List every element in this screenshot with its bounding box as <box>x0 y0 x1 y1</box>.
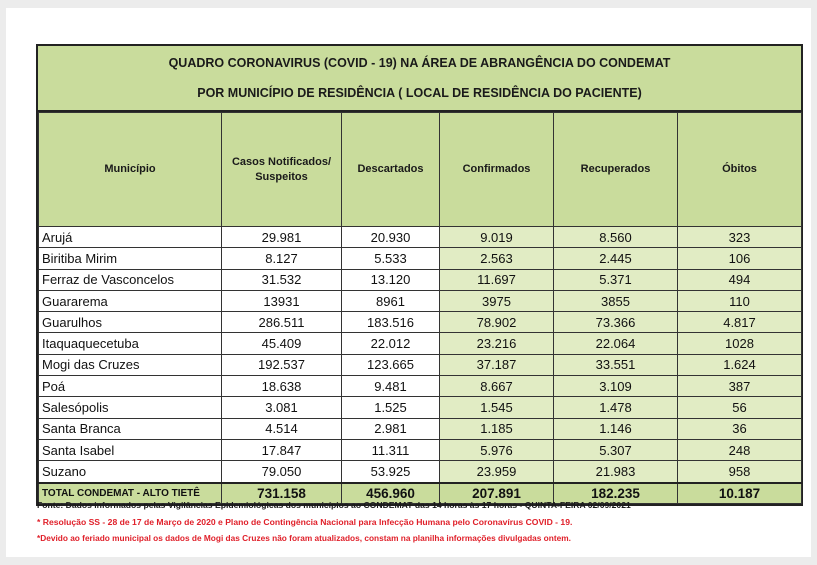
cell-descartados: 53.925 <box>342 461 440 483</box>
table-row <box>39 376 802 397</box>
document-sheet <box>6 8 811 557</box>
cell-obitos: 248 <box>678 439 802 460</box>
cell-municipio: Salesópolis <box>39 397 222 418</box>
total-obitos: 10.187 <box>678 483 802 504</box>
cell-descartados: 8961 <box>342 290 440 311</box>
title-line-1: QUADRO CORONAVIRUS (COVID - 19) NA ÁREA DE ABRANGÊNCIA DO CONDEMAT <box>168 56 671 70</box>
cell-obitos: 106 <box>678 248 802 269</box>
cell-confirmados: 2.563 <box>440 248 554 269</box>
cell-casos: 31.532 <box>222 269 342 290</box>
cell-casos: 17.847 <box>222 439 342 460</box>
covid-table-box <box>36 44 803 506</box>
table-row <box>39 354 802 375</box>
cell-obitos: 1.624 <box>678 354 802 375</box>
cell-confirmados: 1.545 <box>440 397 554 418</box>
cell-confirmados: 37.187 <box>440 354 554 375</box>
cell-obitos: 1028 <box>678 333 802 354</box>
cell-casos: 192.537 <box>222 354 342 375</box>
table-row <box>39 418 802 439</box>
cell-obitos: 4.817 <box>678 312 802 333</box>
table-row <box>39 439 802 460</box>
total-recuperados: 182.235 <box>554 483 678 504</box>
cell-municipio: Mogi das Cruzes <box>39 354 222 375</box>
cell-descartados: 20.930 <box>342 227 440 248</box>
table-row <box>39 290 802 311</box>
cell-recuperados: 8.560 <box>554 227 678 248</box>
cell-descartados: 1.525 <box>342 397 440 418</box>
total-casos: 731.158 <box>222 483 342 504</box>
table-title <box>38 46 801 112</box>
cell-descartados: 2.981 <box>342 418 440 439</box>
table-row <box>39 227 802 248</box>
source-note: Fonte: Dados informados pelas Vigilâncias Epidemiológicas dos municípios ao CONDEMAT das 14 horas às 17 horas - QUINTA-FEIRA 02/09/2021 <box>37 500 631 510</box>
cell-casos: 13931 <box>222 290 342 311</box>
table-row <box>39 248 802 269</box>
cell-obitos: 323 <box>678 227 802 248</box>
col-header-casos: Casos Notificados/ Suspeitos <box>222 113 342 227</box>
col-header-confirmados: Confirmados <box>440 113 554 227</box>
footnotes <box>37 497 807 547</box>
cell-descartados: 11.311 <box>342 439 440 460</box>
cell-descartados: 5.533 <box>342 248 440 269</box>
total-confirmados: 207.891 <box>440 483 554 504</box>
cell-obitos: 958 <box>678 461 802 483</box>
total-descartados: 456.960 <box>342 483 440 504</box>
cell-recuperados: 5.307 <box>554 439 678 460</box>
title-line-2: POR MUNICÍPIO DE RESIDÊNCIA ( LOCAL DE RESIDÊNCIA DO PACIENTE) <box>197 86 642 100</box>
col-header-municipio: Município <box>39 113 222 227</box>
header-row <box>39 113 802 227</box>
cell-casos: 45.409 <box>222 333 342 354</box>
table-row <box>39 397 802 418</box>
cell-recuperados: 3855 <box>554 290 678 311</box>
cell-confirmados: 8.667 <box>440 376 554 397</box>
cell-municipio: Ferraz de Vasconcelos <box>39 269 222 290</box>
cell-municipio: Guarulhos <box>39 312 222 333</box>
table-row <box>39 461 802 483</box>
cell-obitos: 56 <box>678 397 802 418</box>
cell-descartados: 123.665 <box>342 354 440 375</box>
cell-recuperados: 2.445 <box>554 248 678 269</box>
cell-casos: 286.511 <box>222 312 342 333</box>
total-label: TOTAL CONDEMAT - ALTO TIETÊ <box>39 483 222 504</box>
cell-casos: 18.638 <box>222 376 342 397</box>
table-row <box>39 333 802 354</box>
cell-casos: 79.050 <box>222 461 342 483</box>
cell-confirmados: 23.959 <box>440 461 554 483</box>
holiday-note: *Devido ao feriado municipal os dados de Mogi das Cruzes não foram atualizados, constam na planilha informações divulgadas ontem. <box>37 533 571 543</box>
cell-municipio: Arujá <box>39 227 222 248</box>
col-header-recuperados: Recuperados <box>554 113 678 227</box>
cell-recuperados: 73.366 <box>554 312 678 333</box>
cell-recuperados: 21.983 <box>554 461 678 483</box>
cell-casos: 4.514 <box>222 418 342 439</box>
cell-casos: 8.127 <box>222 248 342 269</box>
cell-descartados: 13.120 <box>342 269 440 290</box>
cell-descartados: 9.481 <box>342 376 440 397</box>
cell-obitos: 387 <box>678 376 802 397</box>
cell-descartados: 22.012 <box>342 333 440 354</box>
cell-obitos: 494 <box>678 269 802 290</box>
cell-confirmados: 5.976 <box>440 439 554 460</box>
cell-recuperados: 22.064 <box>554 333 678 354</box>
cell-confirmados: 9.019 <box>440 227 554 248</box>
cell-recuperados: 1.478 <box>554 397 678 418</box>
cell-casos: 29.981 <box>222 227 342 248</box>
cell-confirmados: 3975 <box>440 290 554 311</box>
cell-municipio: Santa Branca <box>39 418 222 439</box>
col-header-obitos: Óbitos <box>678 113 802 227</box>
cell-confirmados: 78.902 <box>440 312 554 333</box>
resolution-note: * Resolução SS - 28 de 17 de Março de 2020 e Plano de Contingência Nacional para Infecção Humana pelo Coronavírus COVID - 19. <box>37 516 573 527</box>
covid-data-table <box>38 112 802 504</box>
cell-confirmados: 11.697 <box>440 269 554 290</box>
table-row <box>39 269 802 290</box>
cell-recuperados: 1.146 <box>554 418 678 439</box>
cell-descartados: 183.516 <box>342 312 440 333</box>
cell-municipio: Suzano <box>39 461 222 483</box>
cell-recuperados: 5.371 <box>554 269 678 290</box>
cell-recuperados: 33.551 <box>554 354 678 375</box>
cell-confirmados: 23.216 <box>440 333 554 354</box>
cell-obitos: 110 <box>678 290 802 311</box>
cell-obitos: 36 <box>678 418 802 439</box>
cell-municipio: Biritiba Mirim <box>39 248 222 269</box>
cell-confirmados: 1.185 <box>440 418 554 439</box>
table-row <box>39 312 802 333</box>
cell-municipio: Santa Isabel <box>39 439 222 460</box>
cell-recuperados: 3.109 <box>554 376 678 397</box>
cell-municipio: Poá <box>39 376 222 397</box>
cell-municipio: Itaquaquecetuba <box>39 333 222 354</box>
cell-casos: 3.081 <box>222 397 342 418</box>
col-header-descartados: Descartados <box>342 113 440 227</box>
cell-municipio: Guararema <box>39 290 222 311</box>
